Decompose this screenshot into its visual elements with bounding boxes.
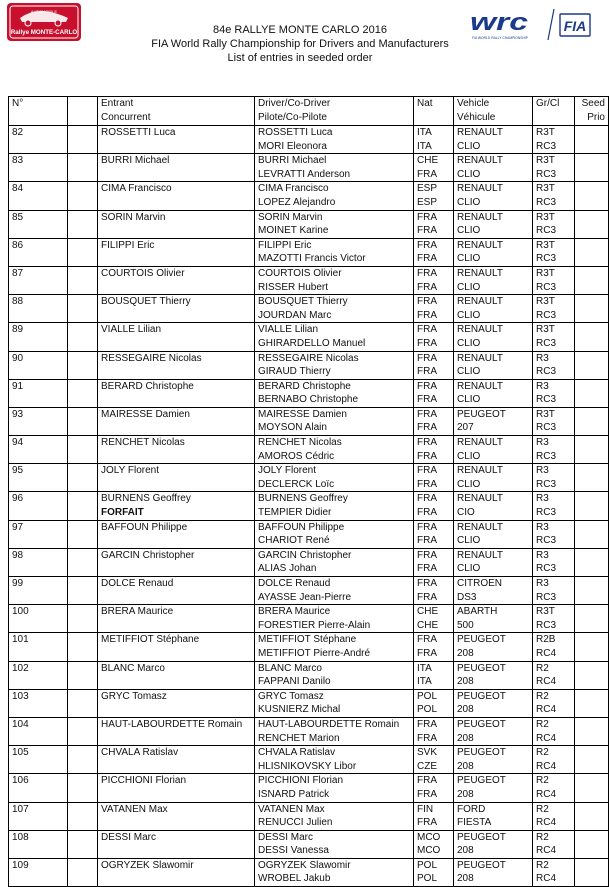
cell-vehicle: CITROEN DS3 xyxy=(454,577,533,605)
cell-seed xyxy=(575,689,609,717)
cell-nationality: CHE CHE xyxy=(414,605,454,633)
rally-logo-text: Rallye MONTE-CARLO xyxy=(10,29,78,36)
cell-seed xyxy=(575,717,609,745)
cell-nationality: FRA FRA xyxy=(414,717,454,745)
cell-nationality: CHE FRA xyxy=(414,154,454,182)
cell-entrant: BRERA Maurice xyxy=(98,605,255,633)
cell-number: 84 xyxy=(9,182,68,210)
cell-seed xyxy=(575,266,609,294)
cell-entrant: BURNENS Geoffrey FORFAIT xyxy=(98,492,255,520)
cell-entrant: HAUT-LABOURDETTE Romain xyxy=(98,717,255,745)
cell-vehicle: RENAULT CLIO xyxy=(454,154,533,182)
cell-blank xyxy=(68,210,98,238)
cell-nationality: FRA FRA xyxy=(414,492,454,520)
cell-nationality: FRA FRA xyxy=(414,323,454,351)
cell-group-class: R3 RC3 xyxy=(533,492,575,520)
cell-seed xyxy=(575,774,609,802)
cell-group-class: R3T RC3 xyxy=(533,266,575,294)
status-forfait xyxy=(101,196,254,210)
cell-blank xyxy=(68,464,98,492)
cell-nationality: FRA FRA xyxy=(414,774,454,802)
cell-nationality: FRA FRA xyxy=(414,238,454,266)
cell-entrant: DESSI Marc xyxy=(98,830,255,858)
title-line-list: List of entries in seeded order xyxy=(227,52,373,64)
cell-blank xyxy=(68,351,98,379)
cell-blank xyxy=(68,802,98,830)
header-number: N° xyxy=(9,97,68,126)
cell-blank xyxy=(68,126,98,154)
cell-group-class: R2 RC4 xyxy=(533,830,575,858)
cell-driver: VIALLE Lilian GHIRARDELLO Manuel xyxy=(255,323,414,351)
cell-number: 96 xyxy=(9,492,68,520)
cell-number: 82 xyxy=(9,126,68,154)
cell-driver: MAIRESSE Damien MOYSON Alain xyxy=(255,407,414,435)
cell-seed xyxy=(575,492,609,520)
table-row xyxy=(9,464,609,492)
cell-driver: ROSSETTI Luca MORI Eleonora xyxy=(255,126,414,154)
cell-vehicle: FORD FIESTA xyxy=(454,802,533,830)
status-forfait xyxy=(101,309,254,323)
status-forfait xyxy=(101,591,254,605)
status-forfait xyxy=(101,872,254,886)
cell-entrant: JOLY Florent xyxy=(98,464,255,492)
cell-nationality: FRA FRA xyxy=(414,633,454,661)
status-forfait xyxy=(101,252,254,266)
cell-number: 95 xyxy=(9,464,68,492)
cell-entrant: GRYC Tomasz xyxy=(98,689,255,717)
rally-logo-top-text: AUTOMOBILE xyxy=(30,9,58,14)
status-forfait xyxy=(101,281,254,295)
cell-group-class: R3T RC3 xyxy=(533,210,575,238)
cell-seed xyxy=(575,323,609,351)
cell-seed xyxy=(575,633,609,661)
status-forfait xyxy=(101,224,254,238)
cell-vehicle: RENAULT CLIO xyxy=(454,351,533,379)
cell-blank xyxy=(68,605,98,633)
cell-entrant: DOLCE Renaud xyxy=(98,577,255,605)
cell-vehicle: RENAULT CLIO xyxy=(454,379,533,407)
cell-entrant: GARCIN Christopher xyxy=(98,548,255,576)
cell-nationality: FRA FRA xyxy=(414,464,454,492)
cell-nationality: SVK CZE xyxy=(414,746,454,774)
cell-number: 104 xyxy=(9,717,68,745)
cell-nationality: POL POL xyxy=(414,689,454,717)
header-group-class: Gr/Cl xyxy=(533,97,575,126)
cell-driver: BURNENS Geoffrey TEMPIER Didier xyxy=(255,492,414,520)
cell-entrant: FILIPPI Eric xyxy=(98,238,255,266)
status-forfait xyxy=(101,365,254,379)
cell-blank xyxy=(68,830,98,858)
cell-driver: PICCHIONI Florian ISNARD Patrick xyxy=(255,774,414,802)
status-forfait xyxy=(101,675,254,689)
cell-driver: CIMA Francisco LOPEZ Alejandro xyxy=(255,182,414,210)
cell-nationality: FRA FRA xyxy=(414,436,454,464)
cell-blank xyxy=(68,717,98,745)
cell-blank xyxy=(68,407,98,435)
cell-entrant: VATANEN Max xyxy=(98,802,255,830)
cell-seed xyxy=(575,661,609,689)
cell-number: 103 xyxy=(9,689,68,717)
cell-vehicle: RENAULT CLIO xyxy=(454,295,533,323)
status-forfait xyxy=(101,816,254,830)
cell-group-class: R3 RC3 xyxy=(533,379,575,407)
cell-vehicle: RENAULT CLIO xyxy=(454,126,533,154)
cell-seed xyxy=(575,351,609,379)
cell-blank xyxy=(68,661,98,689)
cell-group-class: R3T RC3 xyxy=(533,605,575,633)
cell-number: 85 xyxy=(9,210,68,238)
cell-number: 98 xyxy=(9,548,68,576)
cell-vehicle: RENAULT CLIO xyxy=(454,548,533,576)
cell-driver: GARCIN Christopher ALIAS Johan xyxy=(255,548,414,576)
cell-group-class: R3 RC3 xyxy=(533,548,575,576)
cell-vehicle: PEUGEOT 208 xyxy=(454,830,533,858)
cell-entrant: ROSSETTI Luca xyxy=(98,126,255,154)
cell-number: 83 xyxy=(9,154,68,182)
status-forfait xyxy=(101,534,254,548)
wrc-logo-subtext: FIA WORLD RALLY CHAMPIONSHIP xyxy=(472,36,529,40)
cell-vehicle: PEUGEOT 208 xyxy=(454,717,533,745)
cell-seed xyxy=(575,520,609,548)
title-line-event: 84e RALLYE MONTE CARLO 2016 xyxy=(212,24,388,36)
cell-blank xyxy=(68,182,98,210)
cell-number: 87 xyxy=(9,266,68,294)
table-row xyxy=(9,802,609,830)
cell-vehicle: RENAULT CLIO xyxy=(454,436,533,464)
cell-vehicle: RENAULT CIO xyxy=(454,492,533,520)
cell-blank xyxy=(68,295,98,323)
cell-number: 89 xyxy=(9,323,68,351)
table-row xyxy=(9,295,609,323)
cell-seed xyxy=(575,407,609,435)
cell-nationality: POL POL xyxy=(414,858,454,886)
status-forfait xyxy=(101,732,254,746)
cell-group-class: R2 RC4 xyxy=(533,746,575,774)
cell-vehicle: PEUGEOT 208 xyxy=(454,774,533,802)
cell-number: 99 xyxy=(9,577,68,605)
cell-vehicle: ABARTH 500 xyxy=(454,605,533,633)
header-vehicle: Vehicle Véhicule xyxy=(454,97,533,126)
cell-entrant: MAIRESSE Damien xyxy=(98,407,255,435)
cell-nationality: FRA FRA xyxy=(414,520,454,548)
cell-vehicle: PEUGEOT 208 xyxy=(454,858,533,886)
cell-group-class: R2B RC4 xyxy=(533,633,575,661)
header-entrant: Entrant Concurrent xyxy=(98,97,255,126)
cell-blank xyxy=(68,266,98,294)
table-row xyxy=(9,717,609,745)
cell-blank xyxy=(68,520,98,548)
cell-entrant: OGRYZEK Slawomir xyxy=(98,858,255,886)
cell-vehicle: PEUGEOT 208 xyxy=(454,746,533,774)
cell-driver: OGRYZEK Slawomir WROBEL Jakub xyxy=(255,858,414,886)
cell-driver: HAUT-LABOURDETTE Romain RENCHET Marion xyxy=(255,717,414,745)
cell-entrant: VIALLE Lilian xyxy=(98,323,255,351)
cell-nationality: MCO MCO xyxy=(414,830,454,858)
cell-driver: SORIN Marvin MOINET Karine xyxy=(255,210,414,238)
cell-nationality: FRA FRA xyxy=(414,407,454,435)
cell-driver: METIFFIOT Stéphane METIFFIOT Pierre-André xyxy=(255,633,414,661)
fia-logo-text: FIA xyxy=(563,18,587,34)
table-row xyxy=(9,577,609,605)
title-line-championship: FIA World Rally Championship for Drivers and Manufacturers xyxy=(151,38,449,50)
table-row xyxy=(9,774,609,802)
cell-driver: BRERA Maurice FORESTIER Pierre-Alain xyxy=(255,605,414,633)
cell-group-class: R2 RC4 xyxy=(533,858,575,886)
cell-nationality: FRA FRA xyxy=(414,351,454,379)
cell-number: 105 xyxy=(9,746,68,774)
status-forfait xyxy=(101,168,254,182)
table-row xyxy=(9,351,609,379)
table-header-row xyxy=(9,97,609,126)
status-forfait xyxy=(101,562,254,576)
cell-entrant: METIFFIOT Stéphane xyxy=(98,633,255,661)
status-forfait xyxy=(101,844,254,858)
cell-entrant: RENCHET Nicolas xyxy=(98,436,255,464)
cell-number: 97 xyxy=(9,520,68,548)
cell-driver: BURRI Michael LEVRATTI Anderson xyxy=(255,154,414,182)
cell-driver: GRYC Tomasz KUSNIERZ Michal xyxy=(255,689,414,717)
table-row xyxy=(9,548,609,576)
cell-seed xyxy=(575,746,609,774)
cell-blank xyxy=(68,379,98,407)
cell-seed xyxy=(575,182,609,210)
table-row xyxy=(9,492,609,520)
cell-driver: BOUSQUET Thierry JOURDAN Marc xyxy=(255,295,414,323)
entries-table xyxy=(8,96,609,887)
cell-driver: RENCHET Nicolas AMOROS Cédric xyxy=(255,436,414,464)
cell-number: 102 xyxy=(9,661,68,689)
cell-group-class: R2 RC4 xyxy=(533,717,575,745)
cell-entrant: CIMA Francisco xyxy=(98,182,255,210)
cell-number: 93 xyxy=(9,407,68,435)
cell-group-class: R3 RC3 xyxy=(533,577,575,605)
cell-seed xyxy=(575,464,609,492)
status-forfait xyxy=(101,478,254,492)
cell-seed xyxy=(575,605,609,633)
table-row xyxy=(9,407,609,435)
cell-nationality: ESP ESP xyxy=(414,182,454,210)
status-forfait xyxy=(101,619,254,633)
cell-seed xyxy=(575,238,609,266)
cell-entrant: BAFFOUN Philippe xyxy=(98,520,255,548)
cell-blank xyxy=(68,492,98,520)
cell-seed xyxy=(575,577,609,605)
wrc-fia-logo xyxy=(468,6,592,44)
cell-blank xyxy=(68,238,98,266)
table-row xyxy=(9,238,609,266)
cell-driver: VATANEN Max RENUCCI Julien xyxy=(255,802,414,830)
status-forfait xyxy=(101,450,254,464)
table-row xyxy=(9,323,609,351)
cell-number: 94 xyxy=(9,436,68,464)
cell-vehicle: PEUGEOT 207 xyxy=(454,407,533,435)
cell-vehicle: RENAULT CLIO xyxy=(454,210,533,238)
header-nationality: Nat xyxy=(414,97,454,126)
table-row xyxy=(9,126,609,154)
cell-seed xyxy=(575,126,609,154)
cell-nationality: ITA ITA xyxy=(414,661,454,689)
table-row xyxy=(9,210,609,238)
cell-number: 88 xyxy=(9,295,68,323)
cell-driver: BAFFOUN Philippe CHARIOT René xyxy=(255,520,414,548)
status-forfait xyxy=(101,393,254,407)
cell-vehicle: PEUGEOT 208 xyxy=(454,689,533,717)
cell-group-class: R2 RC4 xyxy=(533,689,575,717)
table-row xyxy=(9,266,609,294)
status-forfait xyxy=(101,703,254,717)
cell-group-class: R3 RC3 xyxy=(533,436,575,464)
cell-blank xyxy=(68,323,98,351)
cell-entrant: BURRI Michael xyxy=(98,154,255,182)
table-row xyxy=(9,661,609,689)
cell-vehicle: PEUGEOT 208 xyxy=(454,661,533,689)
cell-vehicle: RENAULT CLIO xyxy=(454,182,533,210)
cell-number: 90 xyxy=(9,351,68,379)
table-row xyxy=(9,605,609,633)
cell-seed xyxy=(575,858,609,886)
cell-group-class: R3T RC3 xyxy=(533,238,575,266)
cell-entrant: BLANC Marco xyxy=(98,661,255,689)
cell-vehicle: RENAULT CLIO xyxy=(454,520,533,548)
header-driver: Driver/Co-Driver Pilote/Co-Pilote xyxy=(255,97,414,126)
table-row xyxy=(9,379,609,407)
cell-number: 91 xyxy=(9,379,68,407)
cell-driver: BLANC Marco FAPPANI Danilo xyxy=(255,661,414,689)
status-forfait: FORFAIT xyxy=(101,507,144,519)
cell-group-class: R2 RC4 xyxy=(533,661,575,689)
table-row xyxy=(9,154,609,182)
table-row xyxy=(9,858,609,886)
cell-vehicle: RENAULT CLIO xyxy=(454,323,533,351)
cell-number: 107 xyxy=(9,802,68,830)
status-forfait xyxy=(101,760,254,774)
status-forfait xyxy=(101,647,254,661)
cell-nationality: FIN FRA xyxy=(414,802,454,830)
cell-seed xyxy=(575,210,609,238)
cell-seed xyxy=(575,154,609,182)
cell-blank xyxy=(68,548,98,576)
cell-driver: DOLCE Renaud AYASSE Jean-Pierre xyxy=(255,577,414,605)
table-row xyxy=(9,689,609,717)
cell-entrant: SORIN Marvin xyxy=(98,210,255,238)
cell-seed xyxy=(575,379,609,407)
table-row xyxy=(9,436,609,464)
cell-nationality: FRA FRA xyxy=(414,577,454,605)
table-row xyxy=(9,746,609,774)
cell-number: 108 xyxy=(9,830,68,858)
cell-driver: COURTOIS Olivier RISSER Hubert xyxy=(255,266,414,294)
cell-group-class: R3T RC3 xyxy=(533,154,575,182)
cell-nationality: FRA FRA xyxy=(414,210,454,238)
cell-nationality: FRA FRA xyxy=(414,266,454,294)
cell-blank xyxy=(68,633,98,661)
cell-number: 106 xyxy=(9,774,68,802)
cell-vehicle: RENAULT CLIO xyxy=(454,266,533,294)
cell-group-class: R3 RC3 xyxy=(533,520,575,548)
cell-entrant: CHVALA Ratislav xyxy=(98,746,255,774)
wrc-logo-text: wrc xyxy=(470,9,528,36)
status-forfait xyxy=(101,421,254,435)
cell-entrant: PICCHIONI Florian xyxy=(98,774,255,802)
cell-vehicle: RENAULT CLIO xyxy=(454,238,533,266)
header-seed: Seed Prio xyxy=(575,97,609,126)
cell-driver: FILIPPI Eric MAZOTTI Francis Victor xyxy=(255,238,414,266)
cell-seed xyxy=(575,802,609,830)
cell-number: 109 xyxy=(9,858,68,886)
cell-blank xyxy=(68,689,98,717)
header-blank xyxy=(68,97,98,126)
cell-driver: CHVALA Ratislav HLISNIKOVSKY Libor xyxy=(255,746,414,774)
cell-driver: BERARD Christophe BERNABO Christophe xyxy=(255,379,414,407)
cell-nationality: FRA FRA xyxy=(414,548,454,576)
cell-vehicle: PEUGEOT 208 xyxy=(454,633,533,661)
cell-number: 100 xyxy=(9,605,68,633)
cell-group-class: R3T RC3 xyxy=(533,295,575,323)
cell-group-class: R3T RC3 xyxy=(533,407,575,435)
cell-blank xyxy=(68,154,98,182)
cell-group-class: R3 RC3 xyxy=(533,351,575,379)
table-row xyxy=(9,520,609,548)
status-forfait xyxy=(101,788,254,802)
cell-vehicle: RENAULT CLIO xyxy=(454,464,533,492)
status-forfait xyxy=(101,140,254,154)
cell-seed xyxy=(575,295,609,323)
cell-seed xyxy=(575,830,609,858)
table-row xyxy=(9,182,609,210)
cell-blank xyxy=(68,858,98,886)
cell-group-class: R2 RC4 xyxy=(533,774,575,802)
cell-entrant: BOUSQUET Thierry xyxy=(98,295,255,323)
cell-nationality: ITA ITA xyxy=(414,126,454,154)
cell-driver: JOLY Florent DECLERCK Loïc xyxy=(255,464,414,492)
cell-seed xyxy=(575,436,609,464)
cell-driver: DESSI Marc DESSI Vanessa xyxy=(255,830,414,858)
cell-group-class: R2 RC4 xyxy=(533,802,575,830)
cell-number: 86 xyxy=(9,238,68,266)
cell-entrant: RESSEGAIRE Nicolas xyxy=(98,351,255,379)
cell-nationality: FRA FRA xyxy=(414,295,454,323)
table-row xyxy=(9,830,609,858)
cell-group-class: R3 RC3 xyxy=(533,464,575,492)
status-forfait xyxy=(101,337,254,351)
cell-entrant: COURTOIS Olivier xyxy=(98,266,255,294)
cell-driver: RESSEGAIRE Nicolas GIRAUD Thierry xyxy=(255,351,414,379)
cell-blank xyxy=(68,577,98,605)
cell-group-class: R3T RC3 xyxy=(533,323,575,351)
cell-nationality: FRA FRA xyxy=(414,379,454,407)
cell-entrant: BERARD Christophe xyxy=(98,379,255,407)
cell-blank xyxy=(68,774,98,802)
cell-blank xyxy=(68,746,98,774)
cell-seed xyxy=(575,548,609,576)
cell-group-class: R3T RC3 xyxy=(533,126,575,154)
cell-group-class: R3T RC3 xyxy=(533,182,575,210)
cell-number: 101 xyxy=(9,633,68,661)
table-row xyxy=(9,633,609,661)
cell-blank xyxy=(68,436,98,464)
